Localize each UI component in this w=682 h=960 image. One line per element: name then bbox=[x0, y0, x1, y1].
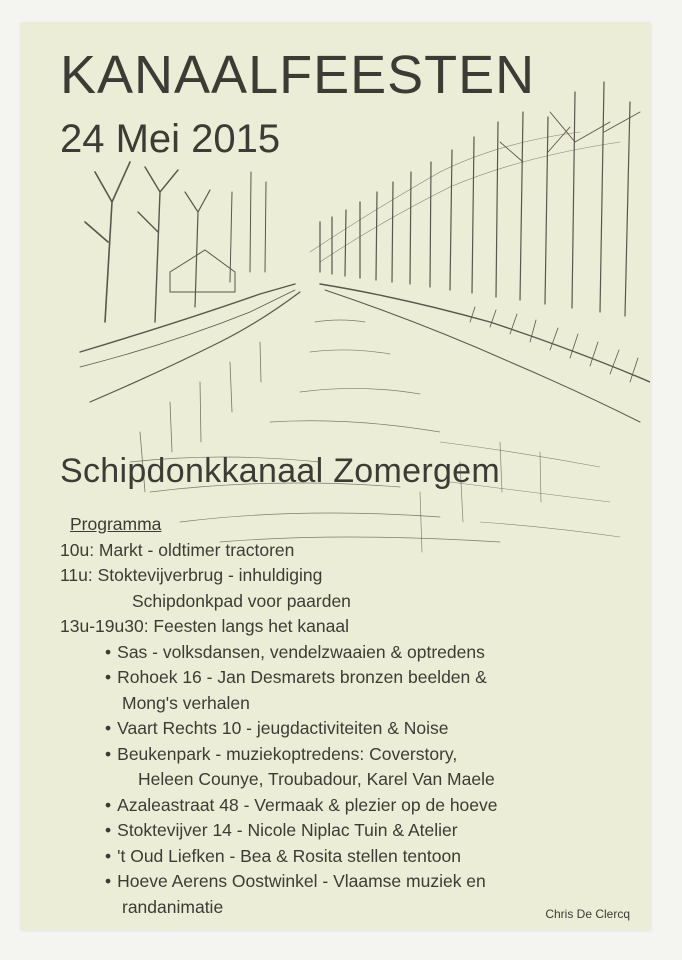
program-bullet-continuation: Heleen Counye, Troubadour, Karel Van Maele bbox=[138, 769, 495, 789]
program-bullet-item: • Sas - volksdansen, vendelzwaaien & optredens bbox=[60, 640, 630, 666]
program-bullet-item: • Beukenpark - muziekoptredens: Coverstory, bbox=[60, 742, 630, 768]
artist-credit: Chris De Clercq bbox=[545, 907, 630, 921]
poster-sheet bbox=[20, 22, 650, 930]
program-bullet-continuation: randanimatie bbox=[122, 896, 224, 917]
event-date: 24 Mei 2015 bbox=[60, 117, 281, 161]
program-line: Schipdonkpad voor paarden bbox=[132, 590, 351, 611]
program-bullet-item: • Rohoek 16 - Jan Desmarets bronzen beelden & bbox=[60, 665, 630, 691]
event-location: Schipdonkkanaal Zomergem bbox=[60, 452, 500, 490]
program-line: 11u: Stoktevijverbrug - inhuldiging bbox=[60, 565, 323, 585]
program-bullet-item: • Hoeve Aerens Oostwinkel - Vlaamse muziek en bbox=[60, 869, 630, 895]
program-bullet-item: • Azaleastraat 48 - Vermaak & plezier op de hoeve bbox=[60, 793, 630, 819]
program-bullet-item: • Stoktevijver 14 - Nicole Niplac Tuin & Atelier bbox=[60, 818, 630, 844]
program-bullet-continuation: Mong's verhalen bbox=[122, 692, 250, 713]
program-list bbox=[60, 512, 630, 920]
program-line: 13u-19u30: Feesten langs het kanaal bbox=[60, 616, 349, 636]
program-line: 10u: Markt - oldtimer tractoren bbox=[60, 539, 295, 560]
program-heading: Programma bbox=[70, 514, 162, 534]
program-bullet-item: • 't Oud Liefken - Bea & Rosita stellen tentoon bbox=[60, 844, 630, 870]
program-bullet-item: • Vaart Rechts 10 - jeugdactiviteiten & Noise bbox=[60, 716, 630, 742]
poster-title: KANAALFEESTEN bbox=[60, 45, 536, 105]
